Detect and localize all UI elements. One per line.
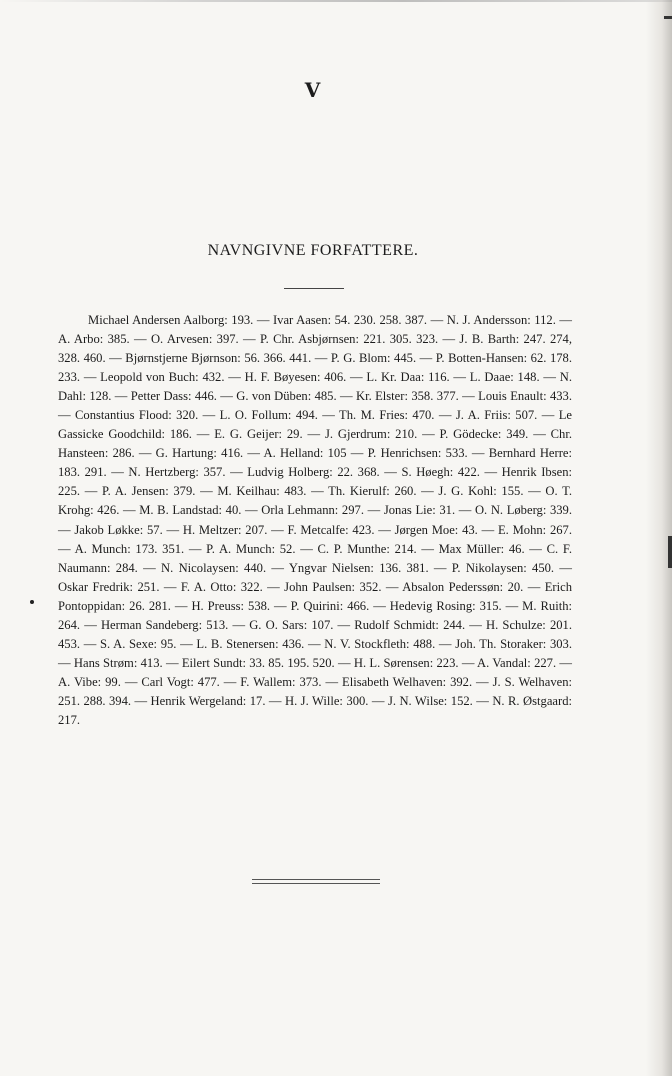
section-heading: NAVNGIVNE FORFATTERE. bbox=[207, 242, 419, 259]
edge-tick-mark bbox=[664, 16, 672, 19]
heading-divider bbox=[284, 288, 344, 289]
page-numeral: V bbox=[304, 78, 322, 102]
edge-binding-mark bbox=[668, 536, 672, 568]
end-divider bbox=[252, 879, 380, 884]
author-index-paragraph: Michael Andersen Aalborg: 193. — Ivar Aasen: 54. 230. 258. 387. — N. J. Andersson: 112. — A. Arbo: 385. — O. Arvesen: 397. — P. Chr. Asbjørnsen: 221. 305. 323. — J. B. Barth: 247. 274, 328. 460. — Bjørnstjerne Bjørnson: 56. 366. 441. — P. G. Blom: 445. — P. Botten-Hansen: 62. 178. 233. — Leopold von Buch: 432. — H. F. Bøyesen: 406. — L. Kr. Daa: 116. — L. Daae: 148. — N. Dahl: 128. — Petter Dass: 446. — G. von Düben: 485. — Kr. Elster: 358. 377. — Louis Enault: 433. — Constantius Flood: 320. — L. O. Follum: 494. — Th. M. Fries: 470. — J. A. Friis: 507. — Le Gassicke Goodchild: 186. — E. G. Geijer: 29. — J. Gjerdrum: 210. — P. Gödecke: 349. — Chr. Hansteen: 286. — G. Hartung: 416. — A. Helland: 105 — P. Henrichsen: 533. — Bernhard Herre: 183. 291. — N. Hertzberg: 357. — Ludvig Holberg: 22. 368. — S. Høegh: 422. — Henrik Ibsen: 225. — P. A. Jensen: 379. — M. Keilhau: 483. — Th. Kierulf: 260. — J. G. Kohl: 155. — O. T. Krohg: 426. — M. B. Landstad: 40. — Orla Lehmann: 297. — Jonas Lie: 31. — O. N. Løberg: 339. — Jakob Løkke: 57. — H. Meltzer: 207. — F. Metcalfe: 423. — Jørgen Moe: 43. — E. Mohn: 267. — A. Munch: 173. 351. — P. A. Munch: 52. — C. P. Munthe: 214. — Max Müller: 46. — C. F. Naumann: 284. — N. Nicolaysen: 440. — Yngvar Nielsen: 136. 381. — P. Nikolaysen: 450. — Oskar Fredrik: 251. — F. A. Otto: 322. — John Paulsen: 352. — Absalon Pederssøn: 20. — Erich Pontoppidan: 26. 281. — H. Preuss: 538. — P. Quirini: 466. — Hedevig Rosing: 315. — M. Ruith: 264. — Herman Sandeberg: 513. — G. O. Sars: 107. — Rudolf Schmidt: 244. — H. Schulze: 201. 453. — S. A. Sexe: 95. — L. B. Stenersen: 436. — N. V. Stockfleth: 488. — Joh. Th. Storaker: 303. — Hans Strøm: 413. — Eilert Sundt: 33. 85. 195. 520. — H. L. Sørensen: 223. — A. Vandal: 227. — A. Vibe: 99. — Carl Vogt: 477. — F. Wallem: 373. — Elisabeth Welhaven: 392. — J. S. Welhaven: 251. 288. 394. — Henrik Wergeland: 17. — H. J. Wille: 300. — J. N. Wilse: 152. — N. R. Østgaard: 217. bbox=[58, 313, 572, 727]
author-index-text bbox=[58, 311, 572, 730]
margin-ink-spot bbox=[30, 600, 34, 604]
page-top-edge bbox=[0, 0, 672, 2]
